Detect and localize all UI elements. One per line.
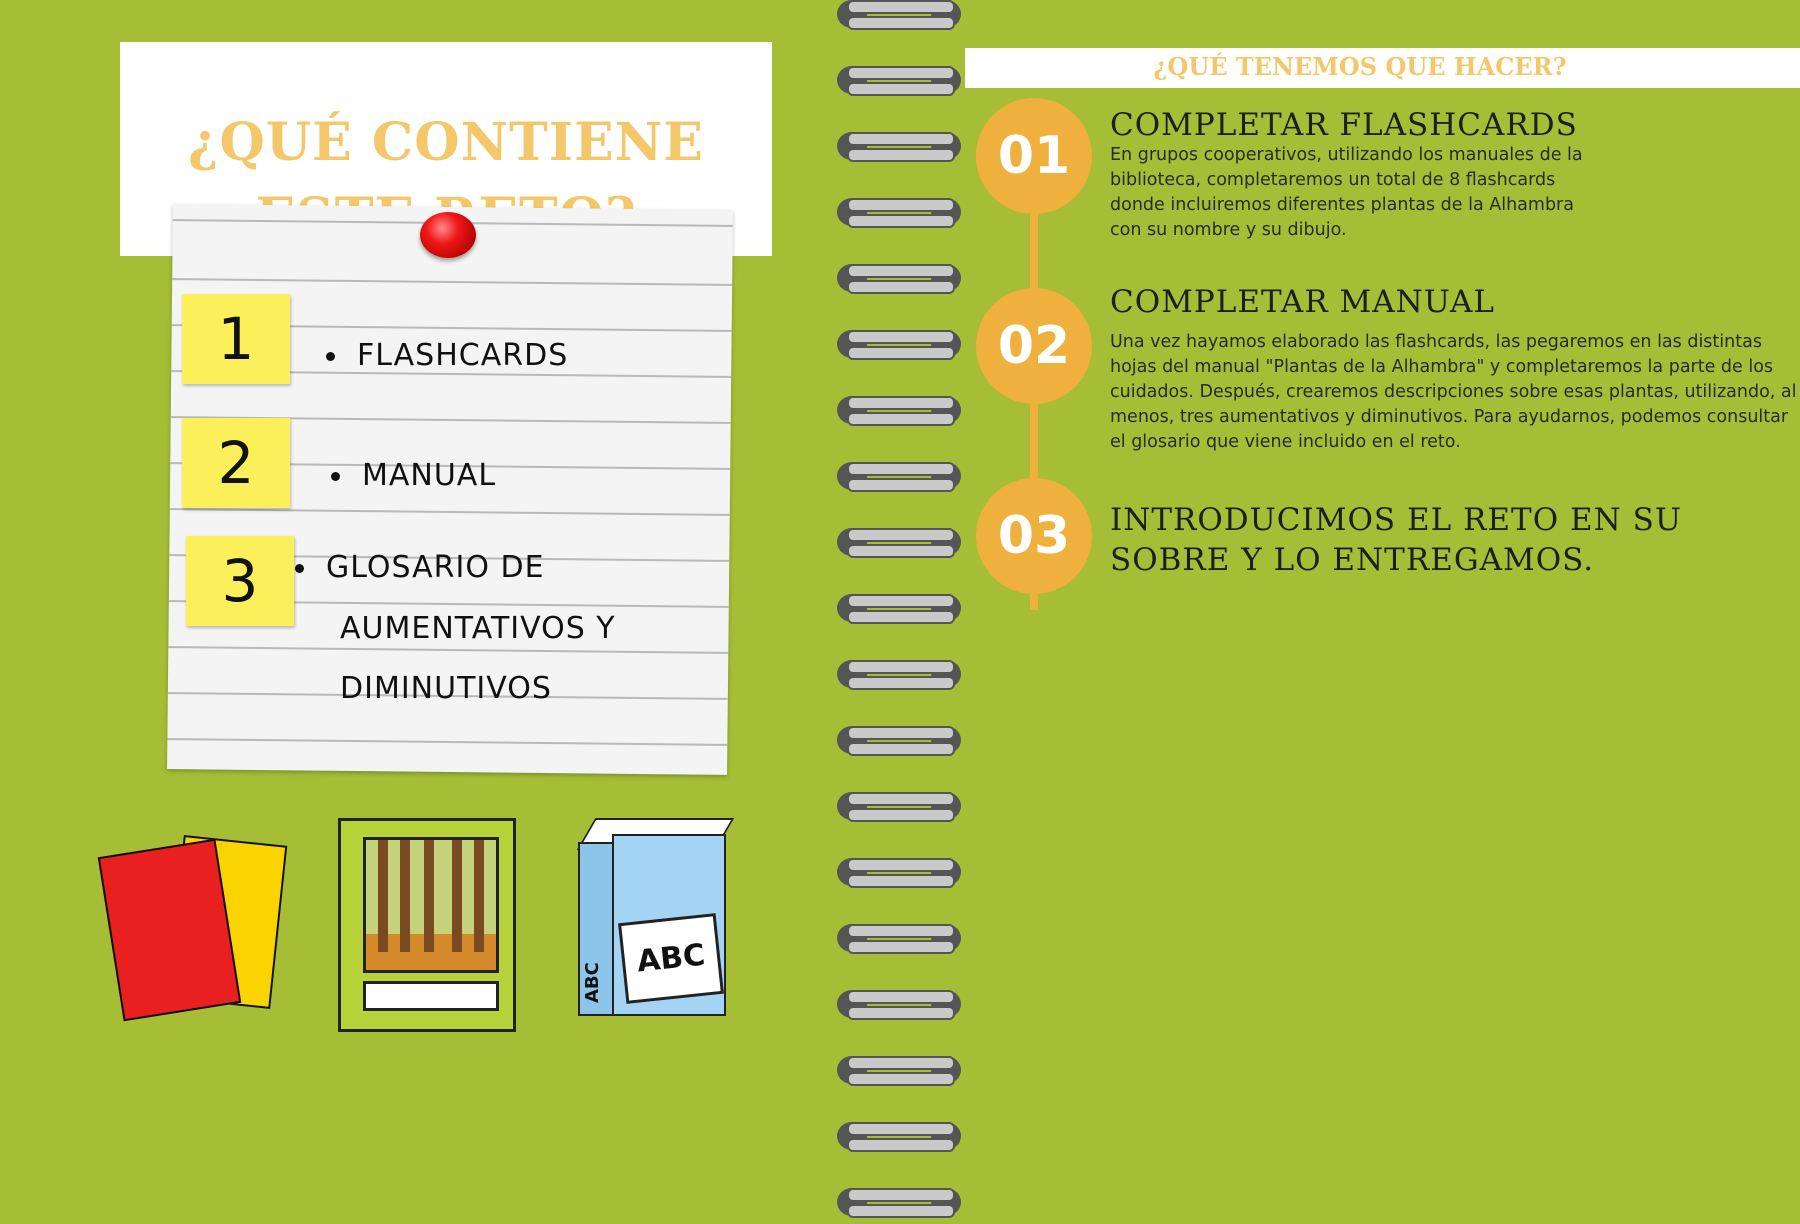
title-line-1: ¿QUÉ CONTIENE bbox=[188, 112, 704, 173]
spiral-ring bbox=[835, 586, 963, 630]
spiral-ring bbox=[835, 322, 963, 366]
spiral-ring bbox=[835, 0, 963, 36]
bullet-icon bbox=[295, 564, 304, 573]
spiral-ring bbox=[835, 256, 963, 300]
book-plate-text: ABC bbox=[618, 913, 724, 1004]
step-number-1: 01 bbox=[976, 98, 1092, 214]
steps-banner-text: ¿QUÉ TENEMOS QUE HACER? bbox=[1153, 52, 1567, 81]
spiral-ring bbox=[835, 454, 963, 498]
abc-book-icon bbox=[578, 818, 723, 1013]
spiral-ring bbox=[835, 1180, 963, 1224]
spiral-ring bbox=[835, 1114, 963, 1158]
list-item-glosario-line-2: AUMENTATIVOS Y bbox=[340, 611, 616, 646]
spiral-ring bbox=[835, 982, 963, 1026]
list-item-flashcards bbox=[326, 338, 568, 373]
list-item-glosario bbox=[295, 550, 545, 585]
spiral-ring bbox=[835, 850, 963, 894]
spiral-ring bbox=[835, 652, 963, 696]
step-description-2: Una vez hayamos elaborado las flashcards, las pegaremos en las distintas hojas del manual "Plantas de la Alhambra" y completaremos la parte de los cuidados. Después, crearemos descripciones sobre esas plantas, utilizando, al menos, tres aumentativos y diminutivos. Para ayudarnos, podemos consultar el glosario que viene incluido en el reto. bbox=[1110, 332, 1797, 452]
spiral-ring bbox=[835, 916, 963, 960]
push-pin-icon bbox=[420, 212, 476, 258]
step-number-2: 02 bbox=[976, 288, 1092, 404]
forest-book-icon bbox=[338, 818, 516, 1032]
red-card bbox=[98, 839, 242, 1022]
spiral-ring bbox=[835, 718, 963, 762]
step-title-1: COMPLETAR FLASHCARDS bbox=[1110, 107, 1578, 143]
list-item-glosario-line-3: DIMINUTIVOS bbox=[340, 671, 552, 706]
bullet-icon bbox=[326, 352, 335, 361]
steps-banner bbox=[965, 48, 1800, 88]
spiral-ring bbox=[835, 124, 963, 168]
spiral-ring bbox=[835, 1048, 963, 1092]
book-label bbox=[363, 981, 499, 1011]
list-item-label: FLASHCARDS bbox=[357, 338, 569, 373]
spiral-ring bbox=[835, 58, 963, 102]
step-number-3: 03 bbox=[976, 478, 1092, 594]
bullet-icon bbox=[331, 472, 340, 481]
sticky-note-1: 1 bbox=[182, 294, 290, 384]
list-item-label: GLOSARIO DE bbox=[326, 550, 545, 585]
book-spine-text: ABC bbox=[582, 962, 603, 1003]
sticky-note-2: 2 bbox=[182, 418, 290, 508]
forest-picture bbox=[363, 837, 499, 973]
list-item-manual bbox=[331, 458, 496, 493]
list-item-label: MANUAL bbox=[362, 458, 497, 493]
step-description-1: En grupos cooperativos, utilizando los manuales de la biblioteca, completaremos un total de 8 flashcards donde incluiremos diferentes plantas de la Alhambra con su nombre y su dibujo. bbox=[1110, 145, 1583, 240]
sticky-note-3: 3 bbox=[186, 536, 294, 626]
flashcards-icon bbox=[90, 825, 290, 1025]
spiral-binding bbox=[835, 0, 965, 1200]
spiral-ring bbox=[835, 784, 963, 828]
step-title-2: COMPLETAR MANUAL bbox=[1110, 284, 1495, 320]
step-title-3: INTRODUCIMOS EL RETO EN SU SOBRE Y LO ENTREGAMOS. bbox=[1110, 502, 1682, 578]
spiral-ring bbox=[835, 388, 963, 432]
spiral-ring bbox=[835, 190, 963, 234]
spiral-ring bbox=[835, 520, 963, 564]
